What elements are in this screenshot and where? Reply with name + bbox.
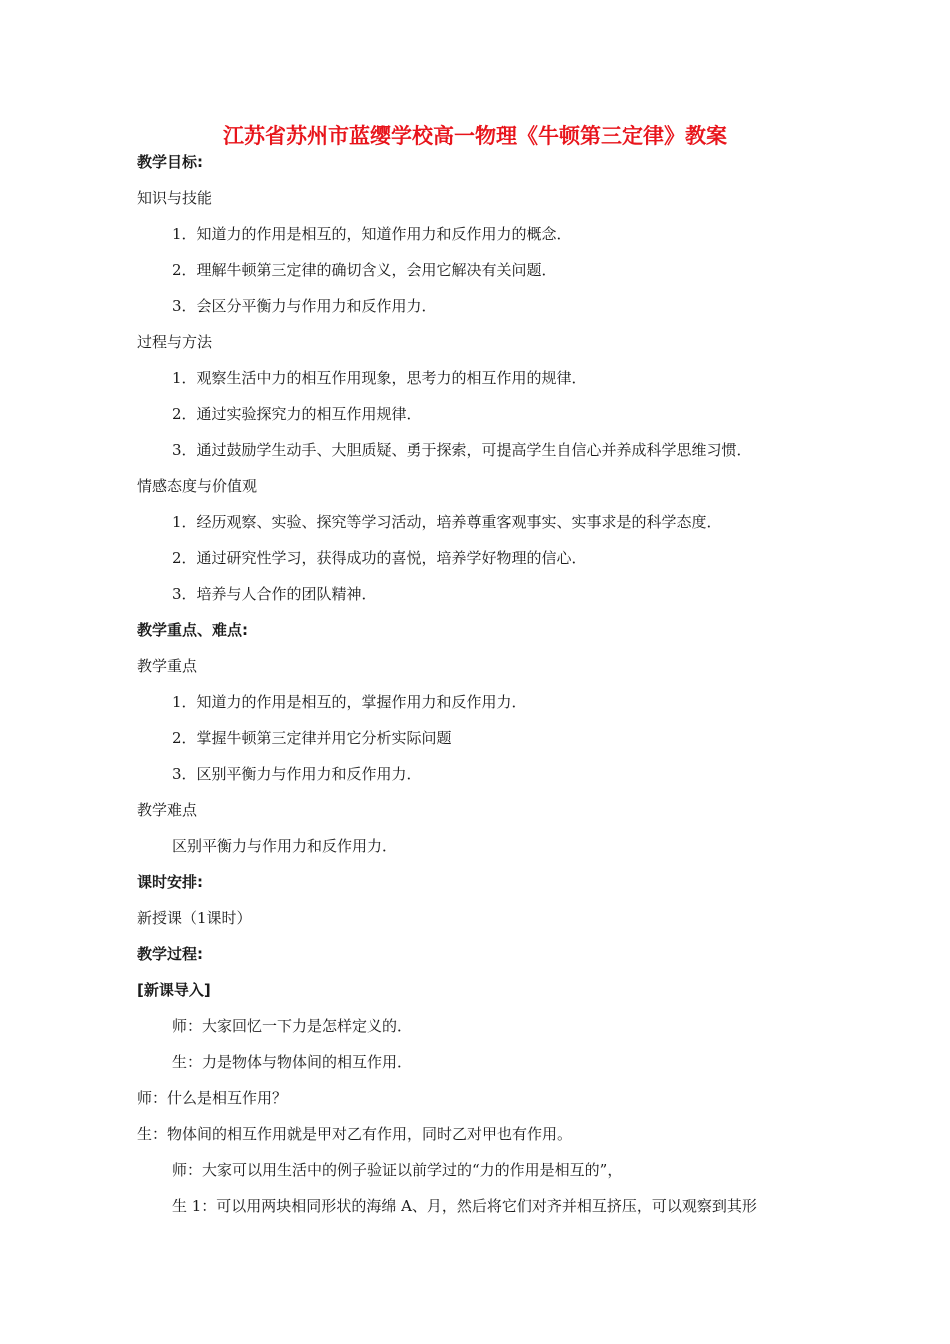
process-method-label: 过程与方法 [137, 333, 213, 351]
new-lesson-intro-heading: [新课导入] [137, 981, 211, 999]
difficulty-text: 区别平衡力与作用力和反作用力． [172, 837, 398, 855]
process-method-item-3: 3．通过鼓励学生动手、大胆质疑、勇于探索，可提高学生自信心并养成科学思维习惯． [172, 441, 752, 459]
schedule-heading: 课时安排: [137, 873, 203, 891]
attitude-item-3: 3．培养与人合作的团队精神． [172, 585, 377, 603]
attitude-item-1: 1．经历观察、实验、探究等学习活动，培养尊重客观事实、实事求是的科学态度． [172, 513, 722, 531]
focus-item-2: 2．掌握牛顿第三定律并用它分析实际问题 [172, 729, 452, 747]
teaching-process-heading: 教学过程: [137, 945, 203, 963]
attitude-label: 情感态度与价值观 [137, 477, 258, 495]
document-title: 江苏省苏州市蓝缨学校高一物理《牛顿第三定律》教案 [223, 124, 727, 148]
knowledge-label: 知识与技能 [137, 189, 213, 207]
key-points-heading: 教学重点、难点: [137, 621, 248, 639]
dialogue-line-2: 生：力是物体与物体间的相互作用． [172, 1053, 413, 1071]
focus-item-1: 1．知道力的作用是相互的，掌握作用力和反作用力． [172, 693, 527, 711]
focus-item-3: 3．区别平衡力与作用力和反作用力． [172, 765, 422, 783]
dialogue-line-1: 师：大家回忆一下力是怎样定义的． [172, 1017, 413, 1035]
schedule-text: 新授课（1课时） [137, 909, 252, 927]
dialogue-line-4: 生：物体间的相互作用就是甲对乙有作用，同时乙对甲也有作用。 [137, 1125, 573, 1143]
process-method-item-1: 1．观察生活中力的相互作用现象，思考力的相互作用的规律． [172, 369, 587, 387]
knowledge-item-3: 3．会区分平衡力与作用力和反作用力． [172, 297, 437, 315]
process-method-item-2: 2．通过实验探究力的相互作用规律． [172, 405, 422, 423]
focus-label: 教学重点 [137, 657, 198, 675]
knowledge-item-1: 1．知道力的作用是相互的，知道作用力和反作用力的概念． [172, 225, 572, 243]
dialogue-line-6: 生 1：可以用两块相同形状的海绵 A、月，然后将它们对齐并相互挤压，可以观察到其形 [172, 1197, 757, 1215]
knowledge-item-2: 2．理解牛顿第三定律的确切含义，会用它解决有关问题． [172, 261, 557, 279]
difficulty-label: 教学难点 [137, 801, 198, 819]
attitude-item-2: 2．通过研究性学习，获得成功的喜悦，培养学好物理的信心． [172, 549, 587, 567]
dialogue-line-5: 师：大家可以用生活中的例子验证以前学过的“力的作用是相互的”， [172, 1161, 623, 1179]
objectives-heading: 教学目标: [137, 153, 203, 171]
dialogue-line-3: 师：什么是相互作用？ [137, 1089, 288, 1107]
